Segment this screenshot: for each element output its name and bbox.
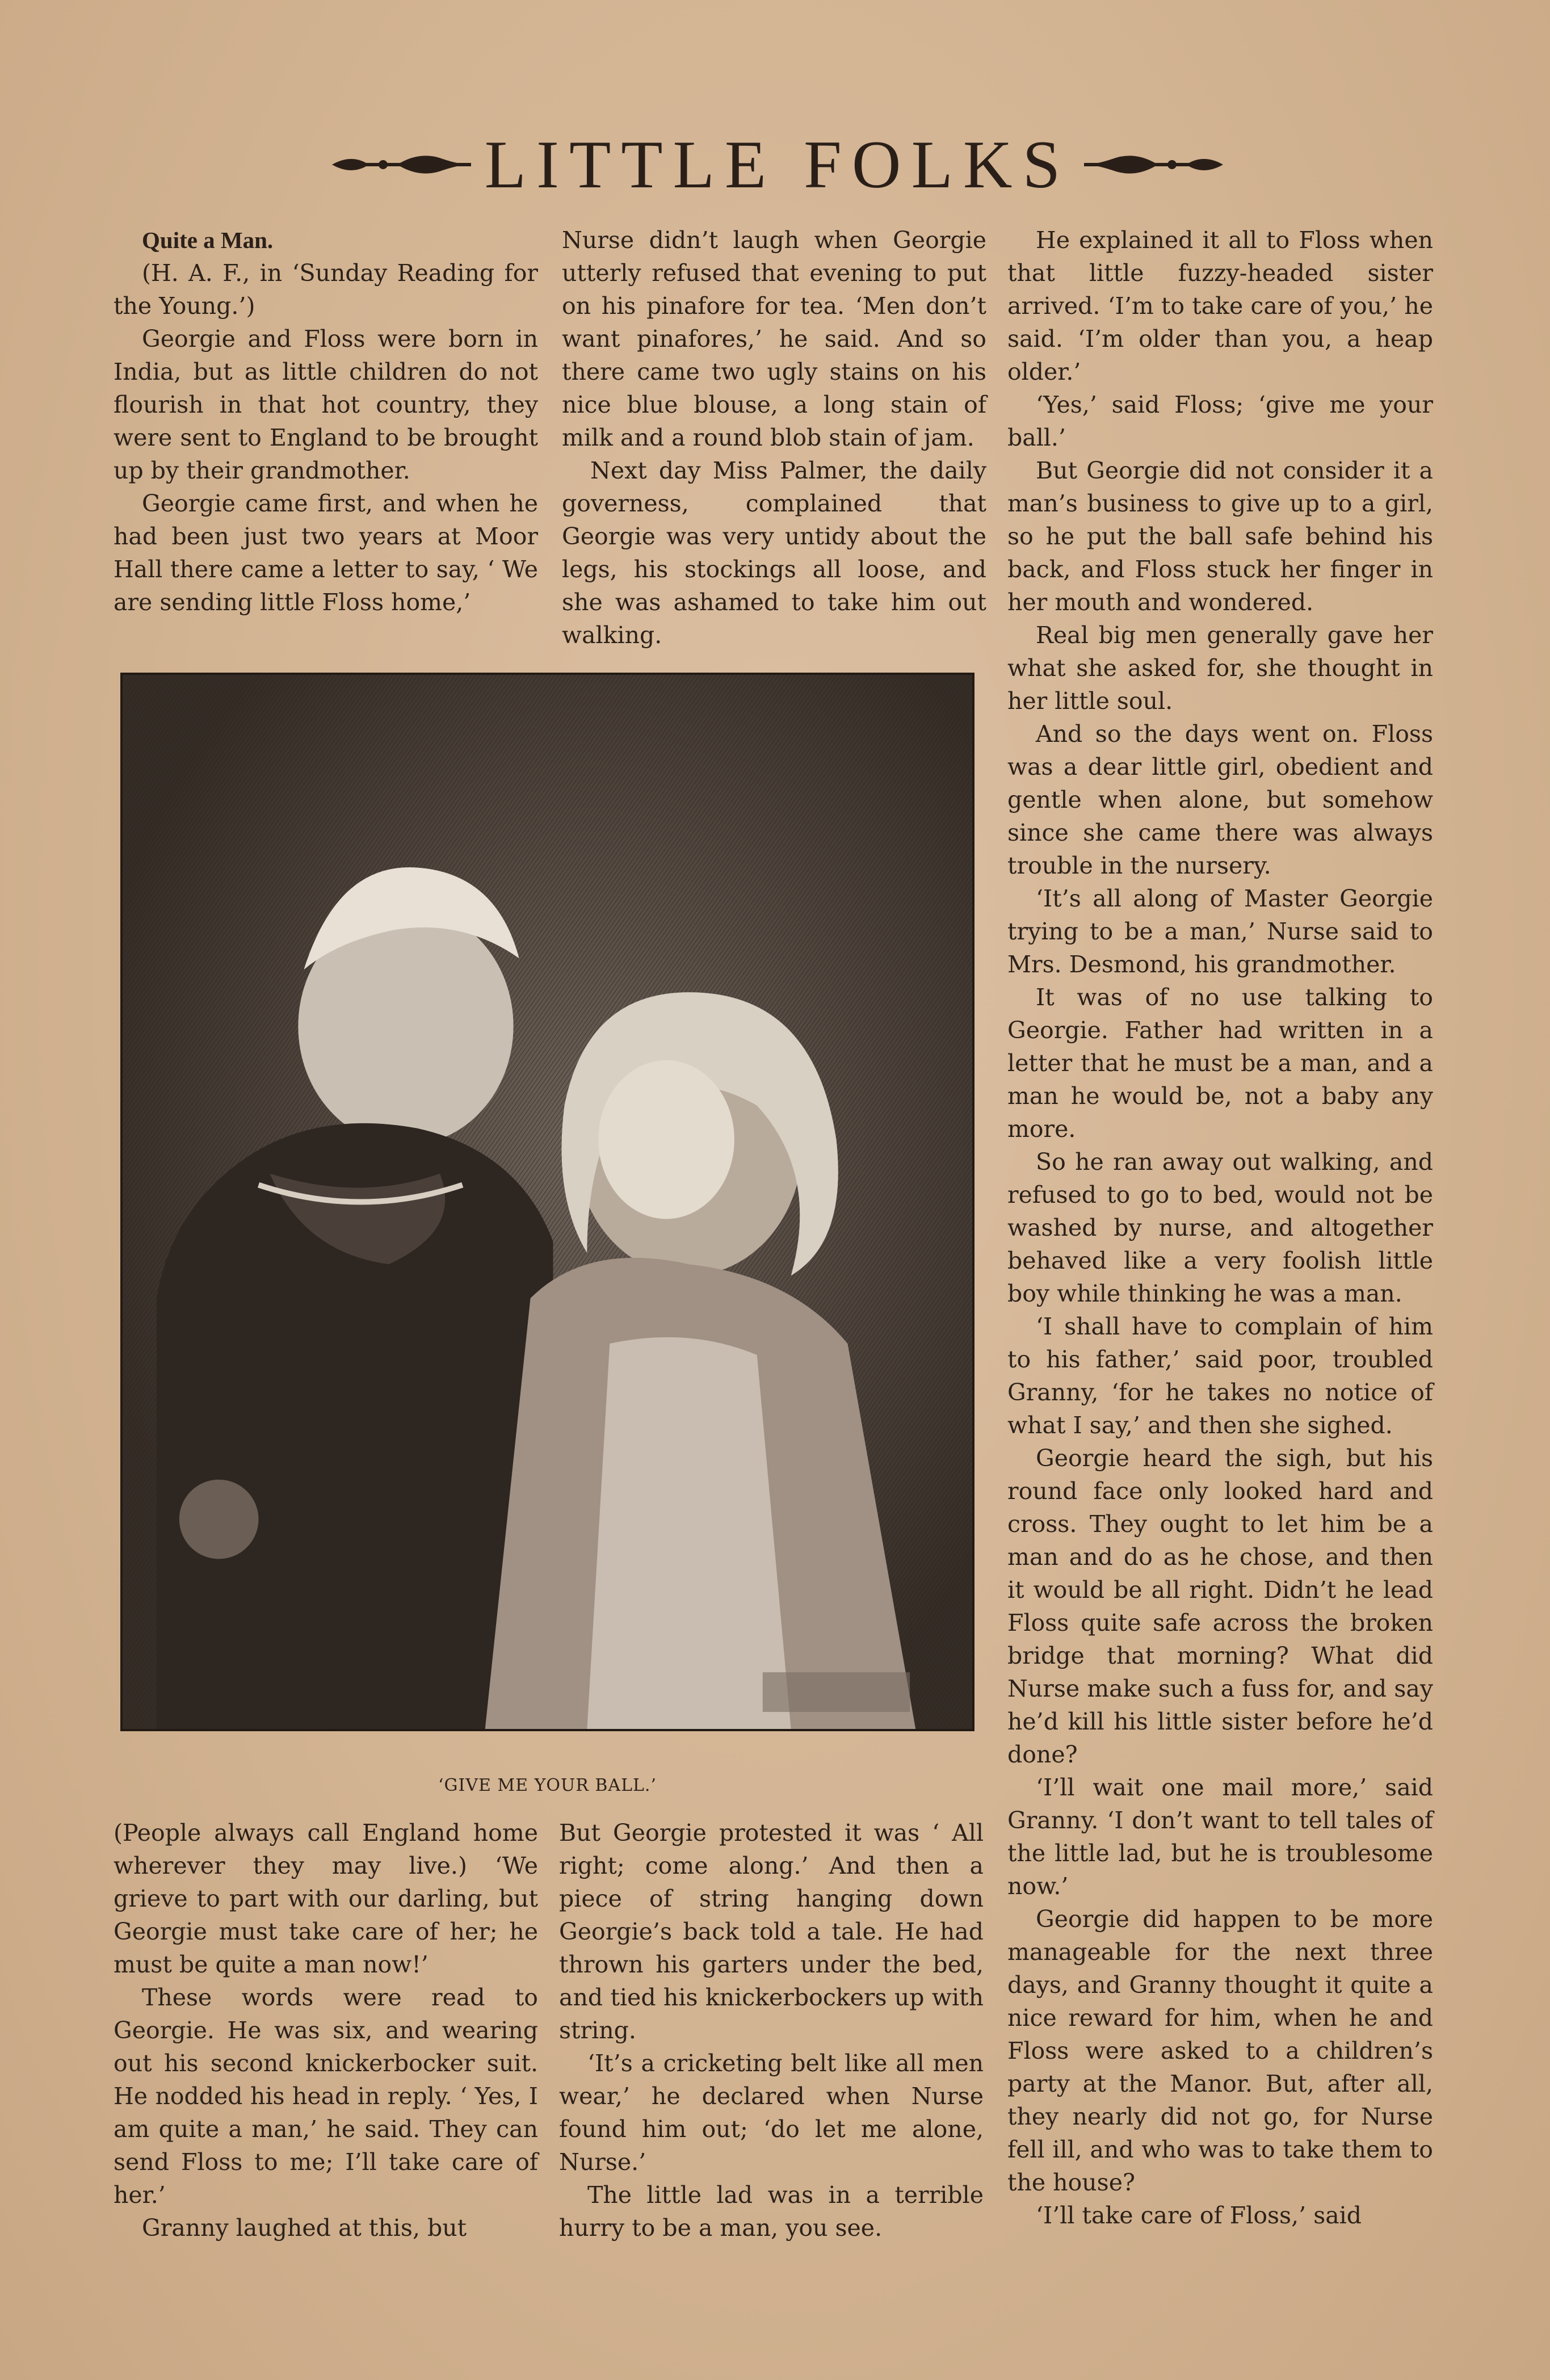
column-1: [114, 224, 538, 619]
paragraph: Georgie came first, and when he had been just two years at Moor Hall there came a letter to say, ‘ We are sending little Floss home,’: [114, 490, 538, 616]
left-flourish-ornament: [329, 148, 477, 182]
column-4: [114, 1816, 538, 2244]
paragraph: So he ran away out walking, and refused to go to bed, would not be washed by nurse, and altogether behaved like a very foolish little boy while thinking he was a man.: [1007, 1148, 1433, 1307]
story-title: Quite a Man.: [142, 227, 274, 253]
paragraph: Nurse didn’t laugh when Georgie utterly refused that evening to put on his pinafore for tea. ‘Men don’t want pinafores,’ he said. And so there came two ugly stains on his nice blue blouse, a long stain of milk and a round blob stain of jam.: [562, 226, 986, 451]
paragraph: Next day Miss Palmer, the daily governess, complained that Georgie was very untidy about the legs, his stockings all loose, and she was ashamed to take him out walking.: [562, 457, 986, 649]
paragraph: The little lad was in a terrible hurry to be a man, you see.: [559, 2181, 984, 2242]
column-5: [559, 1816, 984, 2244]
paragraph: But Georgie protested it was ‘ All right; come along.’ And then a piece of string hanging down Georgie’s back told a tale. He had thrown his garters under the bed, and tied his knickerbockers up with string.: [559, 1819, 984, 2044]
engraving-illustration: [120, 673, 974, 1731]
paragraph: ‘I’ll wait one mail more,’ said Granny. ‘I don’t want to tell tales of the little lad, but he is troublesome now.’: [1007, 1774, 1433, 1900]
paragraph: (People always call England home wherever they may live.) ‘We grieve to part with our darling, but Georgie must take care of her; he must be quite a man now!’: [114, 1819, 538, 1978]
paragraph: ‘It’s a cricketing belt like all men wear,’ he declared when Nurse found him out; ‘do let me alone, Nurse.’: [559, 2050, 984, 2176]
paragraph: ‘Yes,’ said Floss; ‘give me your ball.’: [1007, 391, 1433, 451]
paragraph: ‘I’ll take care of Floss,’ said: [1036, 2202, 1362, 2229]
paragraph: ‘It’s all along of Master Georgie trying to be a man,’ Nurse said to Mrs. Desmond, his grandmother.: [1007, 885, 1433, 978]
story-source: (H. A. F., in ‘Sunday Reading for the Young.’): [114, 259, 538, 320]
paragraph: He explained it all to Floss when that little fuzzy-headed sister arrived. ‘I’m to take care of you,’ he said. ‘I’m older than you, a heap older.’: [1007, 226, 1433, 385]
illustration-caption: ‘GIVE ME YOUR BALL.’: [438, 1775, 657, 1795]
masthead-title: LITTLE FOLKS: [484, 127, 1071, 202]
paragraph: Real big men generally gave her what she asked for, she thought in her little soul.: [1007, 622, 1433, 715]
column-3: [1007, 224, 1433, 2232]
paragraph: Georgie heard the sigh, but his round face only looked hard and cross. They ought to let him be a man and do as he chose, and then it would be all right. Didn’t he lead Floss quite safe across the broken bridge that morning? What did Nurse make such a fuss for, and say he’d kill his little sister before he’d done?: [1007, 1445, 1433, 1768]
paragraph: Granny laughed at this, but: [142, 2214, 467, 2242]
right-flourish-ornament: [1078, 148, 1226, 182]
paragraph: And so the days went on. Floss was a dear little girl, obedient and gentle when alone, but somehow since she came there was always trouble in the nursery.: [1007, 720, 1433, 879]
paragraph: But Georgie did not consider it a man’s business to give up to a girl, so he put the ball safe behind his back, and Floss stuck her finger in her mouth and wondered.: [1007, 457, 1433, 616]
column-2: [562, 224, 986, 652]
paragraph: These words were read to Georgie. He was six, and wearing out his second knickerbocker suit. He nodded his head in reply. ‘ Yes, I am quite a man,’ he said. They can send Floss to me; I’ll take care of her.’: [114, 1984, 538, 2209]
children-engraving-image: [123, 675, 972, 1729]
masthead: [295, 128, 1260, 202]
paragraph: It was of no use talking to Georgie. Father had written in a letter that he must be a man, and a man he would be, not a baby any more.: [1007, 984, 1433, 1143]
paragraph: Georgie and Floss were born in India, but as little children do not flourish in that hot country, they were sent to England to be brought up by their grandmother.: [114, 325, 538, 484]
paragraph: Georgie did happen to be more manageable for the next three days, and Granny thought it quite a nice reward for him, when he and Floss were asked to a children’s party at the Manor. But, after all, they nearly did not go, for Nurse fell ill, and who was to take them to the house?: [1007, 1905, 1433, 2196]
paragraph: ‘I shall have to complain of him to his father,’ said poor, troubled Granny, ‘for he takes no notice of what I say,’ and then she sighed.: [1007, 1313, 1433, 1439]
